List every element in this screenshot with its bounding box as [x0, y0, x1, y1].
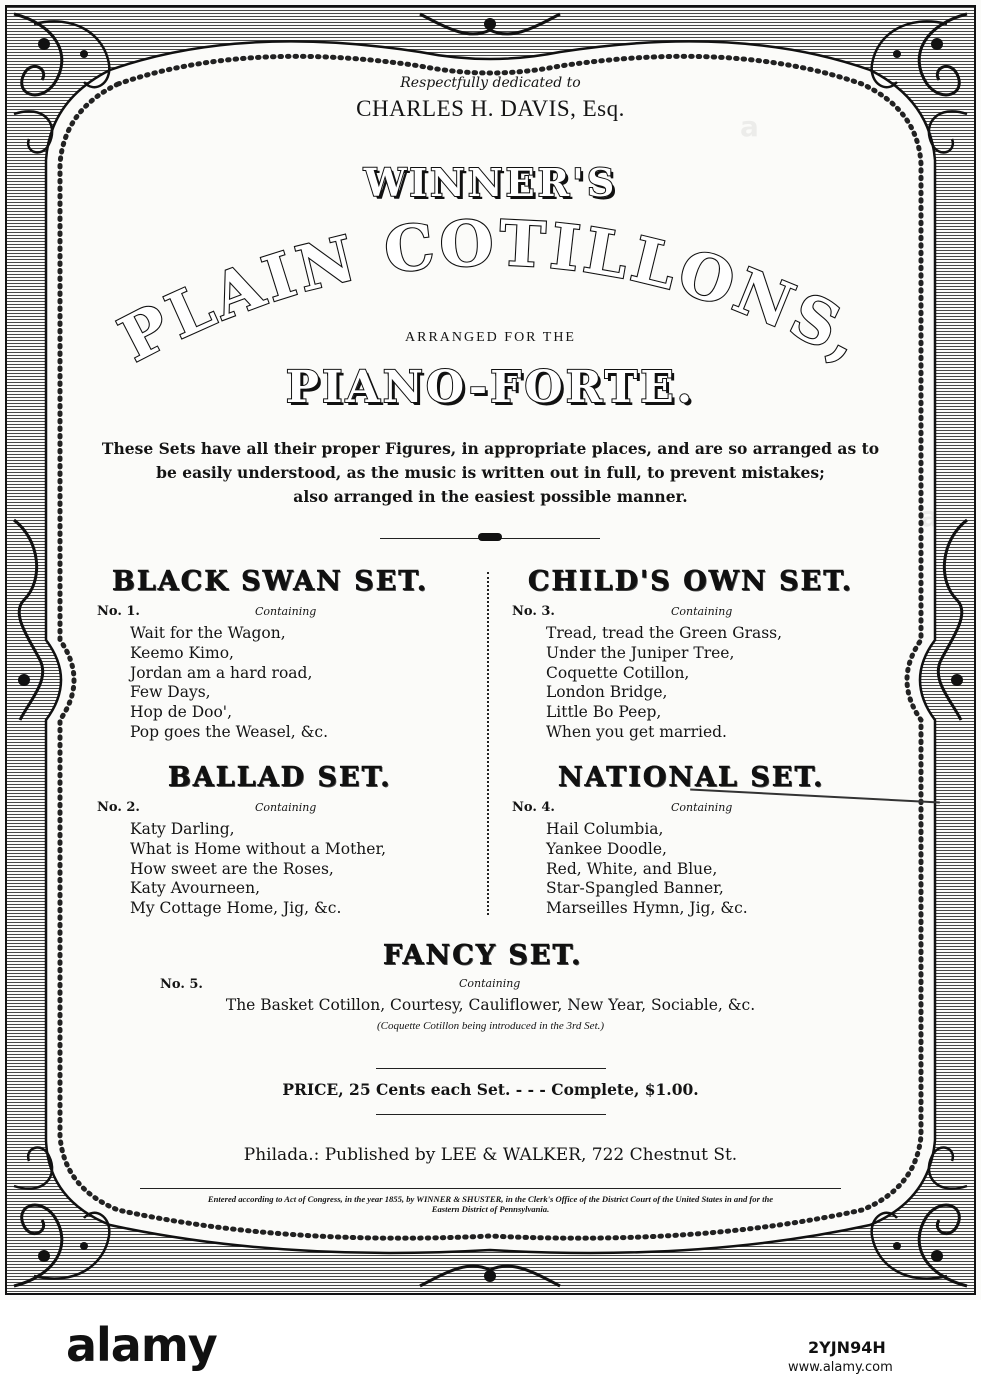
copyright-line: Eastern District of Pennsylvania. [431, 1204, 550, 1214]
arranged-for-line: ARRANGED FOR THE [405, 330, 576, 345]
list-item: What is Home without a Mother, [130, 839, 387, 858]
list-item: Keemo Kimo, [130, 643, 234, 662]
black-swan-set-title: BLACK SWAN SET. [112, 566, 429, 597]
black-swan-set-number: No. 1. [97, 604, 140, 619]
dedication-line: Respectfully dedicated to [400, 75, 581, 91]
fancy-containing: Containing [459, 977, 521, 990]
copyright-notice [140, 1194, 841, 1214]
fancy-set-number: No. 5. [160, 977, 203, 992]
national-items [546, 820, 748, 919]
list-item: Red, White, and Blue, [546, 859, 718, 878]
fancy-items: The Basket Cotillon, Courtesy, Cauliflower, New Year, Sociable, &c. [225, 996, 756, 1014]
ballad-items [130, 820, 386, 919]
list-item: Marseilles Hymn, Jig, &c. [546, 899, 748, 918]
black-swan-items [130, 624, 328, 743]
list-item: Coquette Cotillon, [546, 663, 690, 682]
stock-url: www.alamy.com [788, 1360, 893, 1375]
divider-ornament [478, 533, 502, 541]
intro-line: These Sets have all their proper Figures, in appropriate places, and are so arranged as to [101, 439, 880, 458]
list-item: Yankee Doodle, [546, 839, 667, 858]
ballad-containing: Containing [255, 801, 317, 814]
price-rule-top [376, 1068, 606, 1069]
list-item: When you get married. [546, 722, 727, 741]
list-item: London Bridge, [546, 683, 668, 702]
list-item: Katy Avourneen, [130, 879, 261, 898]
list-item: Wait for the Wagon, [130, 624, 286, 642]
list-item: Few Days, [130, 683, 211, 702]
title-piano-forte: PIANO-FORTE. [285, 362, 696, 413]
column-divider [487, 572, 489, 915]
national-set-title: NATIONAL SET. [558, 762, 825, 793]
list-item: Jordan am a hard road, [130, 663, 313, 682]
list-item: Little Bo Peep, [546, 703, 662, 722]
black-swan-containing: Containing [255, 605, 317, 618]
list-item: My Cottage Home, Jig, &c. [130, 899, 342, 918]
copyright-rule [140, 1188, 841, 1189]
title-winners: WINNER'S [363, 160, 618, 205]
national-set-number: No. 4. [512, 800, 555, 815]
intro-line: be easily understood, as the music is written out in full, to prevent mistakes; [156, 463, 825, 482]
price-rule-bottom [376, 1114, 606, 1115]
ballad-set-title: BALLAD SET. [168, 762, 392, 793]
ballad-set-number: No. 2. [97, 800, 140, 815]
image-id: 2YJN94H [808, 1338, 886, 1357]
list-item: Hail Columbia, [546, 820, 664, 838]
list-item: Hop de Doo', [130, 703, 232, 722]
national-containing: Containing [671, 801, 733, 814]
childs-own-items [546, 624, 782, 743]
intro-line: also arranged in the easiest possible manner. [293, 487, 688, 506]
childs-own-set-title: CHILD'S OWN SET. [528, 566, 854, 597]
title-plain-cotillons-text: PLAIN COTILLONS, [107, 206, 878, 377]
list-item: How sweet are the Roses, [130, 859, 334, 878]
fancy-note: (Coquette Cotillon being introduced in the 3rd Set.) [376, 1020, 605, 1032]
watermark: a [920, 500, 939, 533]
list-item: Pop goes the Weasel, &c. [130, 722, 329, 741]
price-line: PRICE, 25 Cents each Set. - - - Complete, $1.00. [282, 1080, 699, 1099]
alamy-logo: alamy [66, 1318, 217, 1372]
childs-own-set-number: No. 3. [512, 604, 555, 619]
publisher-line: Philada.: Published by LEE & WALKER, 722 Chestnut St. [243, 1145, 738, 1165]
dedicatee-name: CHARLES H. DAVIS, Esq. [356, 96, 625, 121]
list-item: Star-Spangled Banner, [546, 879, 724, 898]
list-item: Tread, tread the Green Grass, [546, 624, 783, 642]
childs-own-containing: Containing [671, 605, 733, 618]
intro-paragraph [80, 437, 901, 509]
copyright-line: Entered according to Act of Congress, in the year 1855, by WINNER & SHUSTER, in the Clerk's Office of the District Court of the United States in and for the [207, 1194, 774, 1204]
list-item: Katy Darling, [130, 820, 235, 838]
list-item: Under the Juniper Tree, [546, 643, 735, 662]
watermark: a [740, 110, 759, 143]
fancy-set-title: FANCY SET. [383, 940, 583, 971]
